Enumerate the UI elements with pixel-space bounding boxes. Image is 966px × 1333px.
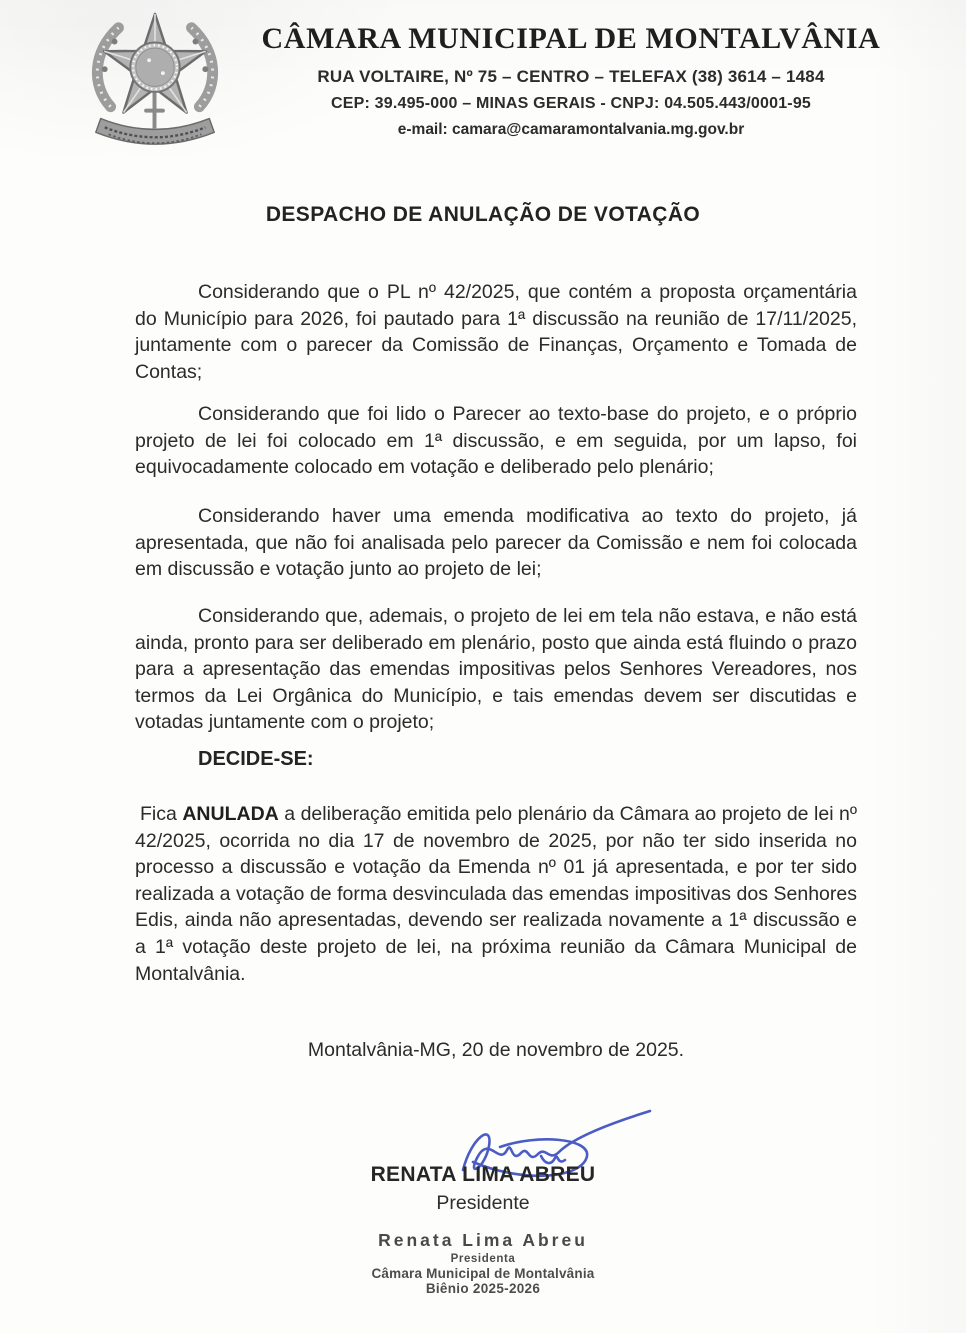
stamp-term: Biênio 2025-2026 — [425, 1281, 541, 1296]
considerando-paragraph-4: Considerando que, ademais, o projeto de lei em tela não estava, e não está ainda, pronto para ser deliberado em plenário, posto que ainda está fluindo o prazo para a apresentação das emendas impositivas pelos Senhores Vereadores, nos termos da Lei Orgânica do Município, e tais emendas devem ser discutidas e votadas juntamente com o projeto; — [135, 605, 857, 734]
stamp-name: Renata Lima Abreu — [378, 1230, 588, 1250]
rubber-stamp — [0, 1230, 966, 1296]
cep-cnpj-line: CEP: 39.495-000 – MINAS GERAIS - CNPJ: 04.505.443/0001-95 — [330, 95, 812, 112]
decide-se-label: DECIDE-SE: — [198, 748, 314, 770]
letterhead-text — [232, 22, 910, 139]
stamp-role: Presidenta — [450, 1253, 516, 1265]
letterhead — [0, 0, 966, 165]
decision-text-prefix: Fica — [140, 803, 183, 825]
address-line: RUA VOLTAIRE, Nº 75 – CENTRO – TELEFAX (38) 3614 – 1484 — [317, 67, 825, 86]
considerando-paragraph-3: Considerando haver uma emenda modificativa ao texto do projeto, já apresentada, que não foi analisada pelo parecer da Comissão e nem foi colocada em discussão e votação junto ao projeto de lei; — [135, 505, 857, 581]
signatory-role: Presidente — [436, 1192, 530, 1214]
stamp-org: Câmara Municipal de Montalvânia — [371, 1266, 595, 1281]
place-date-line: Montalvânia-MG, 20 de novembro de 2025. — [307, 1039, 685, 1061]
org-name: CÂMARA MUNICIPAL DE MONTALVÂNIA — [261, 22, 881, 55]
decision-anulada-bold: ANULADA — [182, 803, 279, 825]
decision-text-suffix: a deliberação emitida pelo plenário da Câmara ao projeto de lei nº 42/2025, ocorrida no dia 17 de novembro de 2025, por não ter sido inserida no processo a discussão e votação da Emenda nº 01 já apresentada, e por ter sido realizada a votação de forma desvinculada das emendas impositivas dos Senhores Edis, ainda não apresentadas, devendo ser realizada novamente a 1ª discussão e a 1ª votação deste projeto de lei, na próxima reunião da Câmara Municipal de Montalvânia. — [135, 803, 857, 985]
document-title: DESPACHO DE ANULAÇÃO DE VOTAÇÃO — [265, 203, 701, 226]
signatory-name: RENATA LIMA ABREU — [370, 1163, 596, 1186]
considerando-paragraph-1: Considerando que o PL nº 42/2025, que contém a proposta orçamentária do Município para 2026, foi pautado para 1ª discussão na reunião de 17/11/2025, juntamente com o parecer da Comissão de Finanças, Orçamento e Tomada de Contas; — [135, 281, 857, 383]
email-line: e-mail: camara@camaramontalvania.mg.gov.br — [397, 121, 745, 138]
brazil-coat-of-arms-icon — [84, 8, 226, 158]
decision-paragraph — [135, 801, 857, 987]
signature-block — [0, 1100, 966, 1230]
considerando-paragraph-2: Considerando que foi lido o Parecer ao texto-base do projeto, e o próprio projeto de lei foi colocado em 1ª discussão, e em seguida, por um lapso, foi equivocadamente colocado em votação e deliberado pelo plenário; — [135, 403, 857, 479]
